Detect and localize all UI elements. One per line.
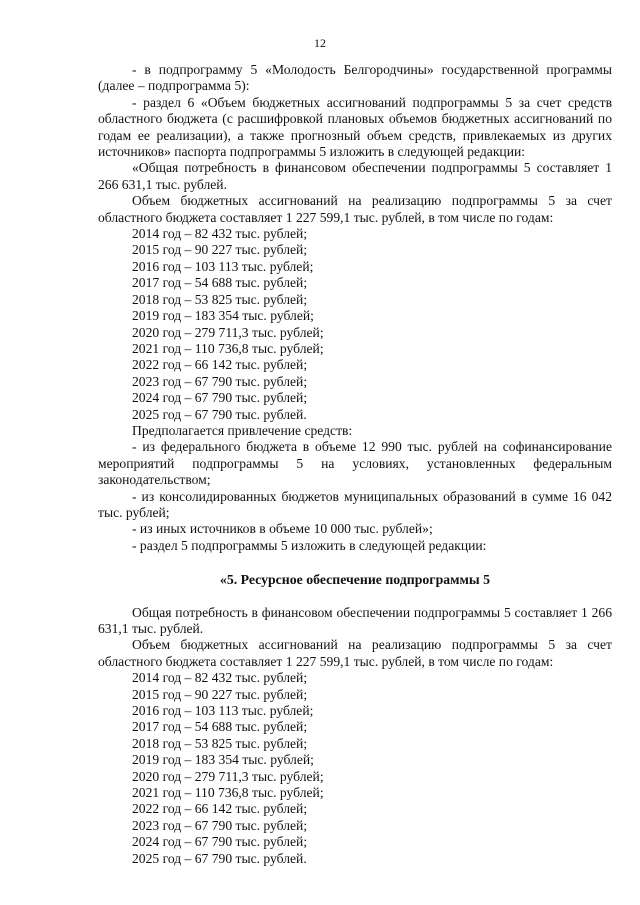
year-line: 2018 год – 53 825 тыс. рублей; [132,735,308,751]
year-line: 2014 год – 82 432 тыс. рублей; [132,226,308,242]
sources-paragraph-4: - из иных источников в объеме 10 000 тыс. рублей»; [132,521,433,537]
sources-paragraph-1: Предполагается привлечение средств: [132,422,353,438]
intro-paragraph-2: - раздел 6 «Объем бюджетных ассигнований подпрограммы 5 за счет средств областного бюджета (с расшифровкой плановых объемов бюджетных ассигнований по годам ее реализации), а также прогнозный объем средств, привлекаемых из других источников» паспорта подпрограммы 5 изложить в следующей редакции: [98,94,612,160]
section-heading: «5. Ресурсное обеспечение подпрограммы 5 [219,572,491,588]
year-line: 2017 год – 54 688 тыс. рублей; [132,719,308,735]
sources-paragraph-5: - раздел 5 подпрограммы 5 изложить в следующей редакции: [132,537,487,553]
year-line: 2025 год – 67 790 тыс. рублей. [132,850,307,866]
document-body [98,62,612,867]
year-line: 2018 год – 53 825 тыс. рублей; [132,291,308,307]
year-line: 2017 год – 54 688 тыс. рублей; [132,275,308,291]
year-line: 2015 год – 90 227 тыс. рублей; [132,686,308,702]
year-line: 2020 год – 279 711,3 тыс. рублей; [132,768,324,784]
year-line: 2021 год – 110 736,8 тыс. рублей; [132,785,324,801]
year-line: 2024 год – 67 790 тыс. рублей; [132,390,308,406]
year-line: 2023 год – 67 790 тыс. рублей; [132,373,308,389]
sources-paragraph-2: - из федерального бюджета в объеме 12 990 тыс. рублей на софинансирование мероприятий подпрограммы 5 на условиях, установленных федеральным законодательством; [98,439,612,488]
section-paragraph-2: Объем бюджетных ассигнований на реализацию подпрограммы 5 за счет областного бюджета составляет 1 227 599,1 тыс. рублей, в том числе по годам: [98,637,612,669]
intro-paragraph-4: Объем бюджетных ассигнований на реализацию подпрограммы 5 за счет областного бюджета составляет 1 227 599,1 тыс. рублей, в том числе по годам: [98,193,612,225]
year-line: 2023 год – 67 790 тыс. рублей; [132,817,308,833]
year-line: 2016 год – 103 113 тыс. рублей; [132,258,314,274]
page-number: 12 [314,36,326,50]
year-line: 2016 год – 103 113 тыс. рублей; [132,703,314,719]
year-line: 2019 год – 183 354 тыс. рублей; [132,752,314,768]
year-line: 2019 год – 183 354 тыс. рублей; [132,308,314,324]
year-line: 2021 год – 110 736,8 тыс. рублей; [132,340,324,356]
intro-paragraph-1: - в подпрограмму 5 «Молодость Белгородчины» государственной программы (далее – подпрограмма 5): [98,62,612,94]
years-list-1 [98,226,612,423]
year-line: 2014 год – 82 432 тыс. рублей; [132,670,308,686]
year-line: 2024 год – 67 790 тыс. рублей; [132,834,308,850]
sources-paragraph-3: - из консолидированных бюджетов муниципальных образований в сумме 16 042 тыс. рублей; [98,488,612,520]
year-line: 2022 год – 66 142 тыс. рублей; [132,801,308,817]
year-line: 2022 год – 66 142 тыс. рублей; [132,357,308,373]
year-line: 2015 год – 90 227 тыс. рублей; [132,242,308,258]
year-line: 2020 год – 279 711,3 тыс. рублей; [132,324,324,340]
section-paragraph-1: Общая потребность в финансовом обеспечении подпрограммы 5 составляет 1 266 631,1 тыс. рублей. [98,604,612,636]
years-list-2 [98,670,612,867]
intro-paragraph-3: «Общая потребность в финансовом обеспечении подпрограммы 5 составляет 1 266 631,1 тыс. рублей. [98,160,612,192]
year-line: 2025 год – 67 790 тыс. рублей. [132,406,307,422]
